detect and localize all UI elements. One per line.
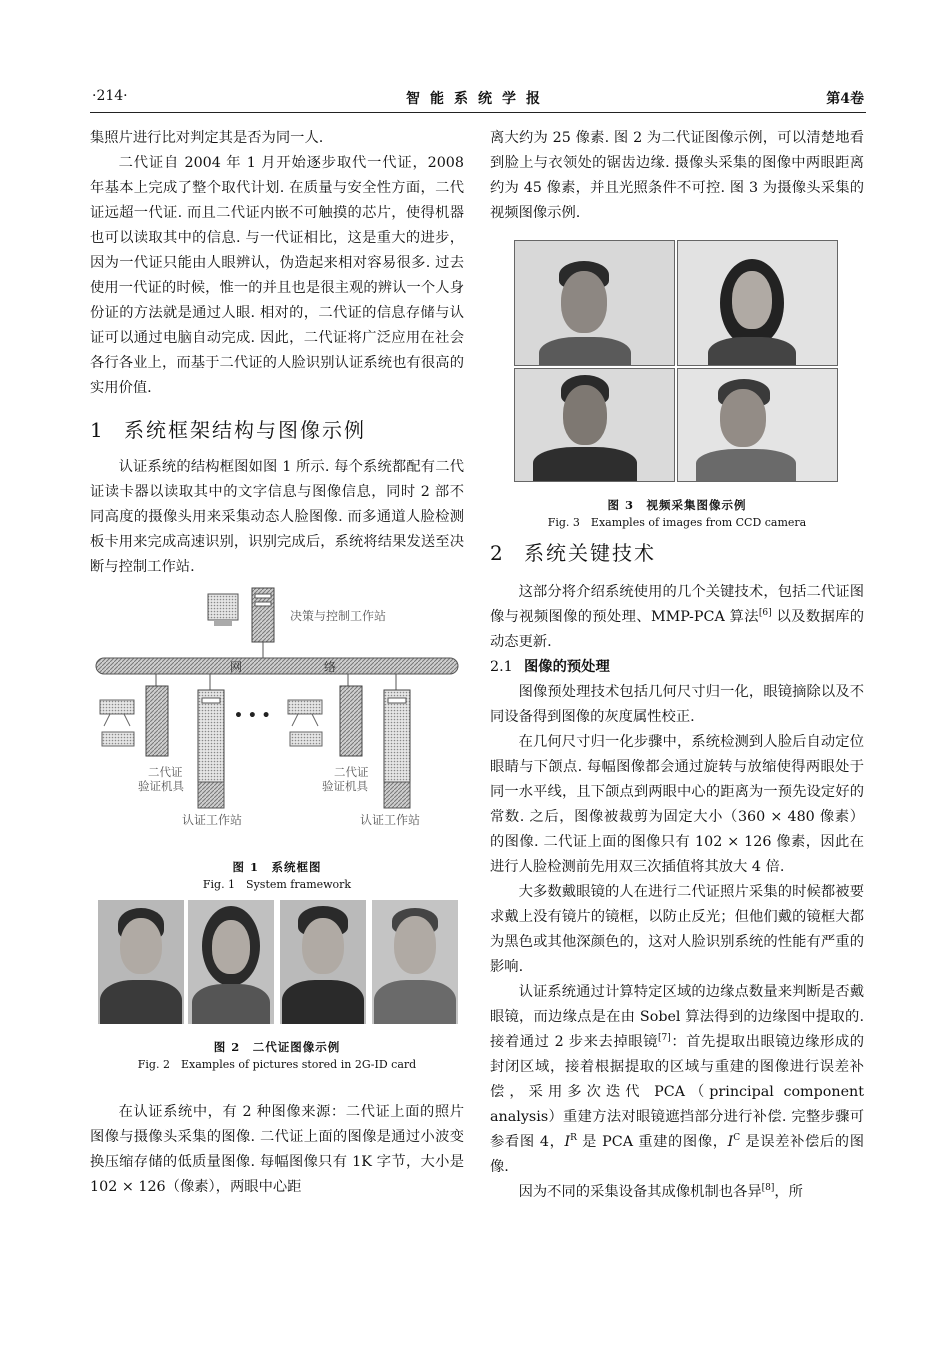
left-column: [90, 126, 464, 1200]
camera-frame-grid: [514, 240, 838, 480]
paragraph: 因为不同的采集设备其成像机制也各异[8]，所: [518, 1183, 803, 1200]
symbol-IC: I: [727, 1134, 734, 1150]
symbol-IC-sup: C: [733, 1133, 741, 1144]
figure-3: [490, 240, 864, 530]
paragraph: 在认证系统中，有 2 种图像来源：二代证上面的照片图像与摄像头采集的图像. 二代证上面的图像是通过小波变换压缩存储的低质量图像. 每幅图像只有 1K 字节，大小是 102 × 126（像素），两眼中心距: [90, 1104, 464, 1195]
citation: [8]: [761, 1183, 775, 1194]
figure-1-caption-cn: 图 1 系统框图: [232, 860, 322, 874]
workstation-label-1: 认证工作站: [182, 813, 243, 827]
paragraph: 集照片进行比对判定其是否为同一人.: [90, 130, 324, 146]
section-title: 系统框架结构与图像示例: [124, 418, 366, 442]
network-label-b: 络: [324, 660, 337, 674]
workstation-label-2: 认证工作站: [360, 813, 421, 827]
section-number: 2: [490, 541, 505, 565]
journal-title: 智能系统学报: [406, 91, 550, 107]
paragraph: 大多数戴眼镜的人在进行二代证照片采集的时候都被要求戴上没有镜片的镜框，以防止反光；但他们戴的镜框大都为黑色或其他深颜色的，这对人脸识别系统的性能有严重的影响.: [490, 884, 864, 975]
machine-label-2: 二代证验证机具: [322, 765, 369, 793]
id-photo: [188, 900, 274, 1024]
paragraph: 在几何尺寸归一化步骤中，系统检测到人脸后自动定位眼睛与下颌点. 每幅图像都会通过旋转与放缩使得两眼处于同一水平线，且下颌点到两眼中心的距离为一预先设定好的常数. 之后，图像被裁剪为固定大小（360 × 480 像素）的图像. 二代证上面的图像只有 102 × 126 像素，因此在进行人脸检测前先用双三次插值将其放大 4 倍.: [490, 734, 864, 875]
workstation-tower-icon: [384, 690, 410, 782]
volume-label: 第4卷: [826, 91, 864, 107]
citation: [7]: [658, 1033, 671, 1044]
camera-frame: [514, 368, 675, 482]
subsection-title: 图像的预处理: [524, 659, 610, 675]
decision-label: 决策与控制工作站: [290, 609, 387, 623]
network-bus: [96, 658, 458, 674]
page-number: ·214·: [92, 88, 128, 104]
right-column: [490, 126, 864, 1205]
paragraph: 图像预处理技术包括几何尺寸归一化，眼镜摘除以及不同设备得到图像的灰度属性校正.: [490, 684, 864, 725]
monitor-icon: [208, 594, 238, 626]
camera-frame: [677, 240, 838, 366]
camera-icon: [100, 700, 134, 746]
figure-1: [90, 586, 464, 891]
subsection-heading-2-1: [490, 655, 864, 680]
header-rule: [90, 112, 866, 113]
paragraph: 二代证自 2004 年 1 月开始逐步取代一代证，2008 年基本上完成了整个取代计划. 在质量与安全性方面，二代证远超一代证. 而且二代证内嵌不可触摸的芯片，使得机器也可以读取其中的信息. 与一代证相比，这是重大的进步，因为一代证只能由人眼辨认，伪造起来相对容易很多. 过去使用一代证的时候，惟一的并且也是很主观的辨认一个人身份证的方法就是通过人眼. 相对的，二代证的信息存储与认证可以通过电脑自动完成. 因此，二代证将广泛应用在社会各行各业上，而基于二代证的人脸识别认证系统也有很高的实用价值.: [90, 155, 464, 396]
paragraph: 离大约为 25 像素. 图 2 为二代证图像示例，可以清楚地看到脸上与衣领处的锯齿边缘. 摄像头采集的图像中两眼距离约为 45 像素，并且光照条件不可控. 图 3 为摄像头采集的视频图像示例.: [490, 130, 864, 221]
section-number: 1: [90, 418, 105, 442]
camera-frame: [677, 368, 838, 482]
section-title: 系统关键技术: [524, 541, 656, 565]
machine-label-1: 二代证验证机具: [138, 765, 184, 793]
id-photo: [98, 900, 184, 1024]
camera-icon: [288, 700, 322, 746]
ellipsis: • • •: [234, 708, 271, 724]
network-label-a: 网: [230, 660, 243, 674]
section-heading-1: [90, 415, 464, 445]
paragraph: 这部分将介绍系统使用的几个关键技术，包括二代证图像与视频图像的预处理、MMP-PCA 算法[6] 以及数据库的动态更新.: [490, 584, 865, 650]
symbol-IR-sup: R: [570, 1133, 577, 1144]
symbol-IR: I: [564, 1134, 571, 1150]
server-tower-icon: [252, 588, 274, 642]
verification-machine-icon: [146, 686, 168, 756]
verification-machine-icon: [340, 686, 362, 756]
section-heading-2: [490, 538, 864, 568]
figure-2: [90, 900, 464, 1096]
figure-3-caption-en: Fig. 3 Examples of images from CCD camera: [547, 516, 807, 529]
id-card-photo-strip: [90, 900, 464, 1028]
figure-1-caption-en: Fig. 1 System framework: [202, 878, 352, 891]
id-photo: [372, 900, 458, 1024]
citation: [6]: [758, 608, 772, 619]
id-photo: [280, 900, 366, 1024]
figure-3-caption-cn: 图 3 视频采集图像示例: [607, 498, 747, 512]
figure-2-caption-cn: 图 2 二代证图像示例: [213, 1040, 341, 1054]
figure-2-caption-en: Fig. 2 Examples of pictures stored in 2G-ID card: [137, 1058, 417, 1071]
running-header: [92, 88, 864, 110]
workstation-tower-icon: [198, 690, 224, 782]
paragraph: 认证系统的结构框图如图 1 所示. 每个系统都配有二代证读卡器以读取其中的文字信息与图像信息，同时 2 部不同高度的摄像头用来采集动态人脸图像. 而多通道人脸检测板卡用来完成高速识别，识别完成后，系统将结果发送至决断与控制工作站.: [90, 459, 464, 575]
paragraph: 认证系统通过计算特定区域的边缘点数量来判断是否戴眼镜，而边缘点是在由 Sobel 算法得到的边缘图中提取的. 接着通过 2 步来去掉眼镜[7]：首先提取出眼镜边缘形成的封闭区域，接着根据提取的区域与重建的图像进行误差补偿，采用多次迭代 PCA（principal component analysis）重建方法对眼镜遮挡部分进行补偿. 完整步骤可参看图 4，$I^R$ 是 PCA 重建的图像，$I^C$ 是误差补偿后的图像.: [490, 984, 865, 1175]
subsection-number: 2.1: [490, 659, 513, 675]
system-framework-diagram: [90, 586, 464, 854]
camera-frame: [514, 240, 675, 366]
